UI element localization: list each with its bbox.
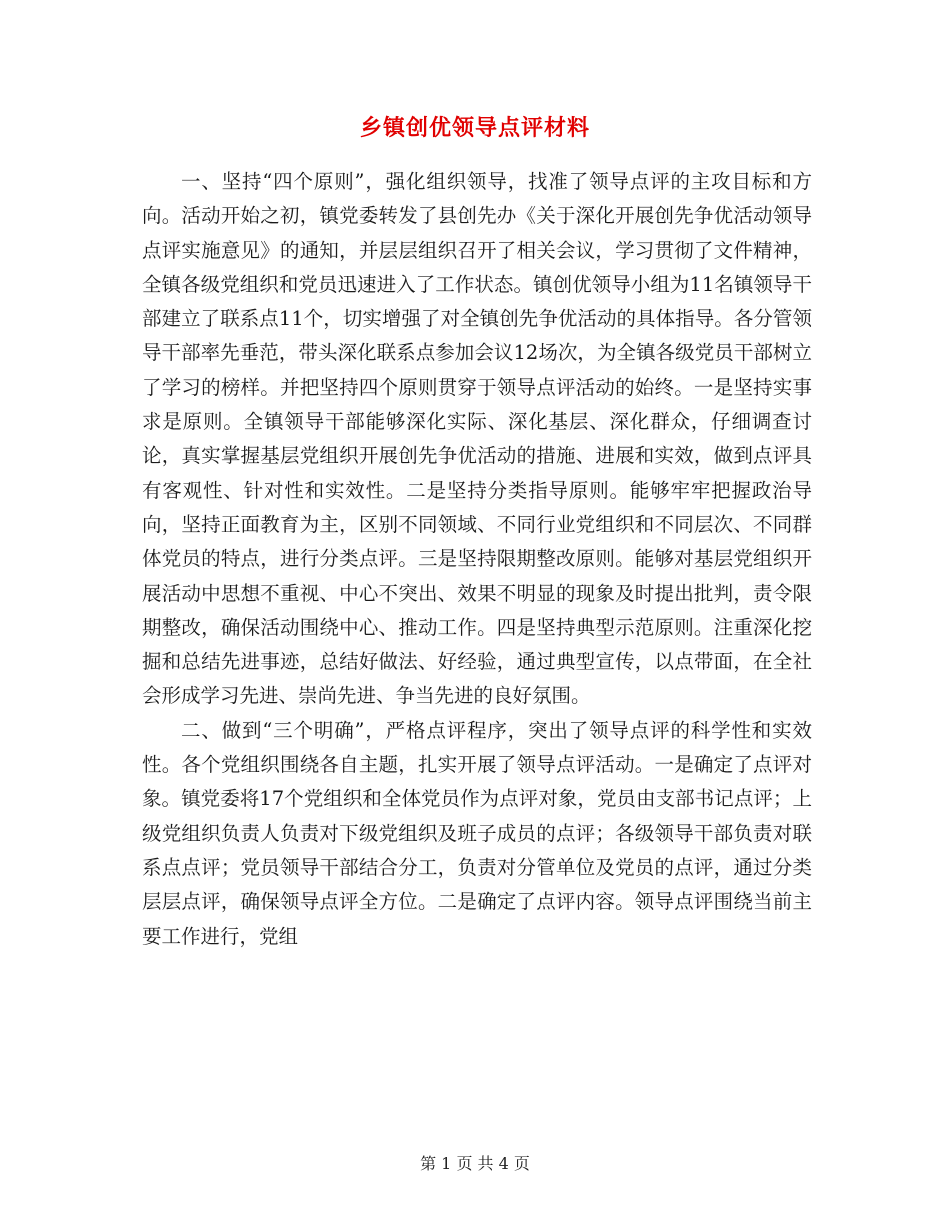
document-title: 乡镇创优领导点评材料	[359, 115, 590, 141]
document-body	[142, 165, 812, 954]
paragraph-2: 二、做到“三个明确”，严格点评程序，突出了领导点评的科学性和实效性。各个党组织围绕各自主题，扎实开展了领导点评活动。一是确定了点评对象。镇党委将17个党组织和全体党员作为点评对象，党员由支部书记点评；上级党组织负责人负责对下级党组织及班子成员的点评；各级领导干部负责对联系点点评；党员领导干部结合分工，负责对分管单位及党员的点评，通过分类层层点评，确保领导点评全方位。二是确定了点评内容。领导点评围绕当前主要工作进行，党组	[142, 718, 812, 948]
paragraph-1: 一、坚持“四个原则”，强化组织领导，找准了领导点评的主攻目标和方向。活动开始之初，镇党委转发了县创先办《关于深化开展创先争优活动领导点评实施意见》的通知，并层层组织召开了相关会议，学习贯彻了文件精神，全镇各级党组织和党员迅速进入了工作状态。镇创优领导小组为11名镇领导干部建立了联系点11个，切实增强了对全镇创先争优活动的具体指导。各分管领导干部率先垂范，带头深化联系点参加会议12场次，为全镇各级党员干部树立了学习的榜样。并把坚持四个原则贯穿于领导点评活动的始终。一是坚持实事求是原则。全镇领导干部能够深化实际、深化基层、深化群众，仔细调查讨论，真实掌握基层党组织开展创先争优活动的措施、进展和实效，做到点评具有客观性、针对性和实效性。二是坚持分类指导原则。能够牢牢把握政治导向，坚持正面教育为主，区别不同领域、不同行业党组织和不同层次、不同群体党员的特点，进行分类点评。三是坚持限期整改原则。能够对基层党组织开展活动中思想不重视、中心不突出、效果不明显的现象及时提出批判，责令限期整改，确保活动围绕中心、推动工作。四是坚持典型示范原则。注重深化挖掘和总结先进事迹，总结好做法、好经验，通过典型宣传，以点带面，在全社会形成学习先进、崇尚先进、争当先进的良好氛围。	[142, 170, 812, 708]
page-footer: 第 1 页 共 4 页	[420, 1154, 530, 1173]
